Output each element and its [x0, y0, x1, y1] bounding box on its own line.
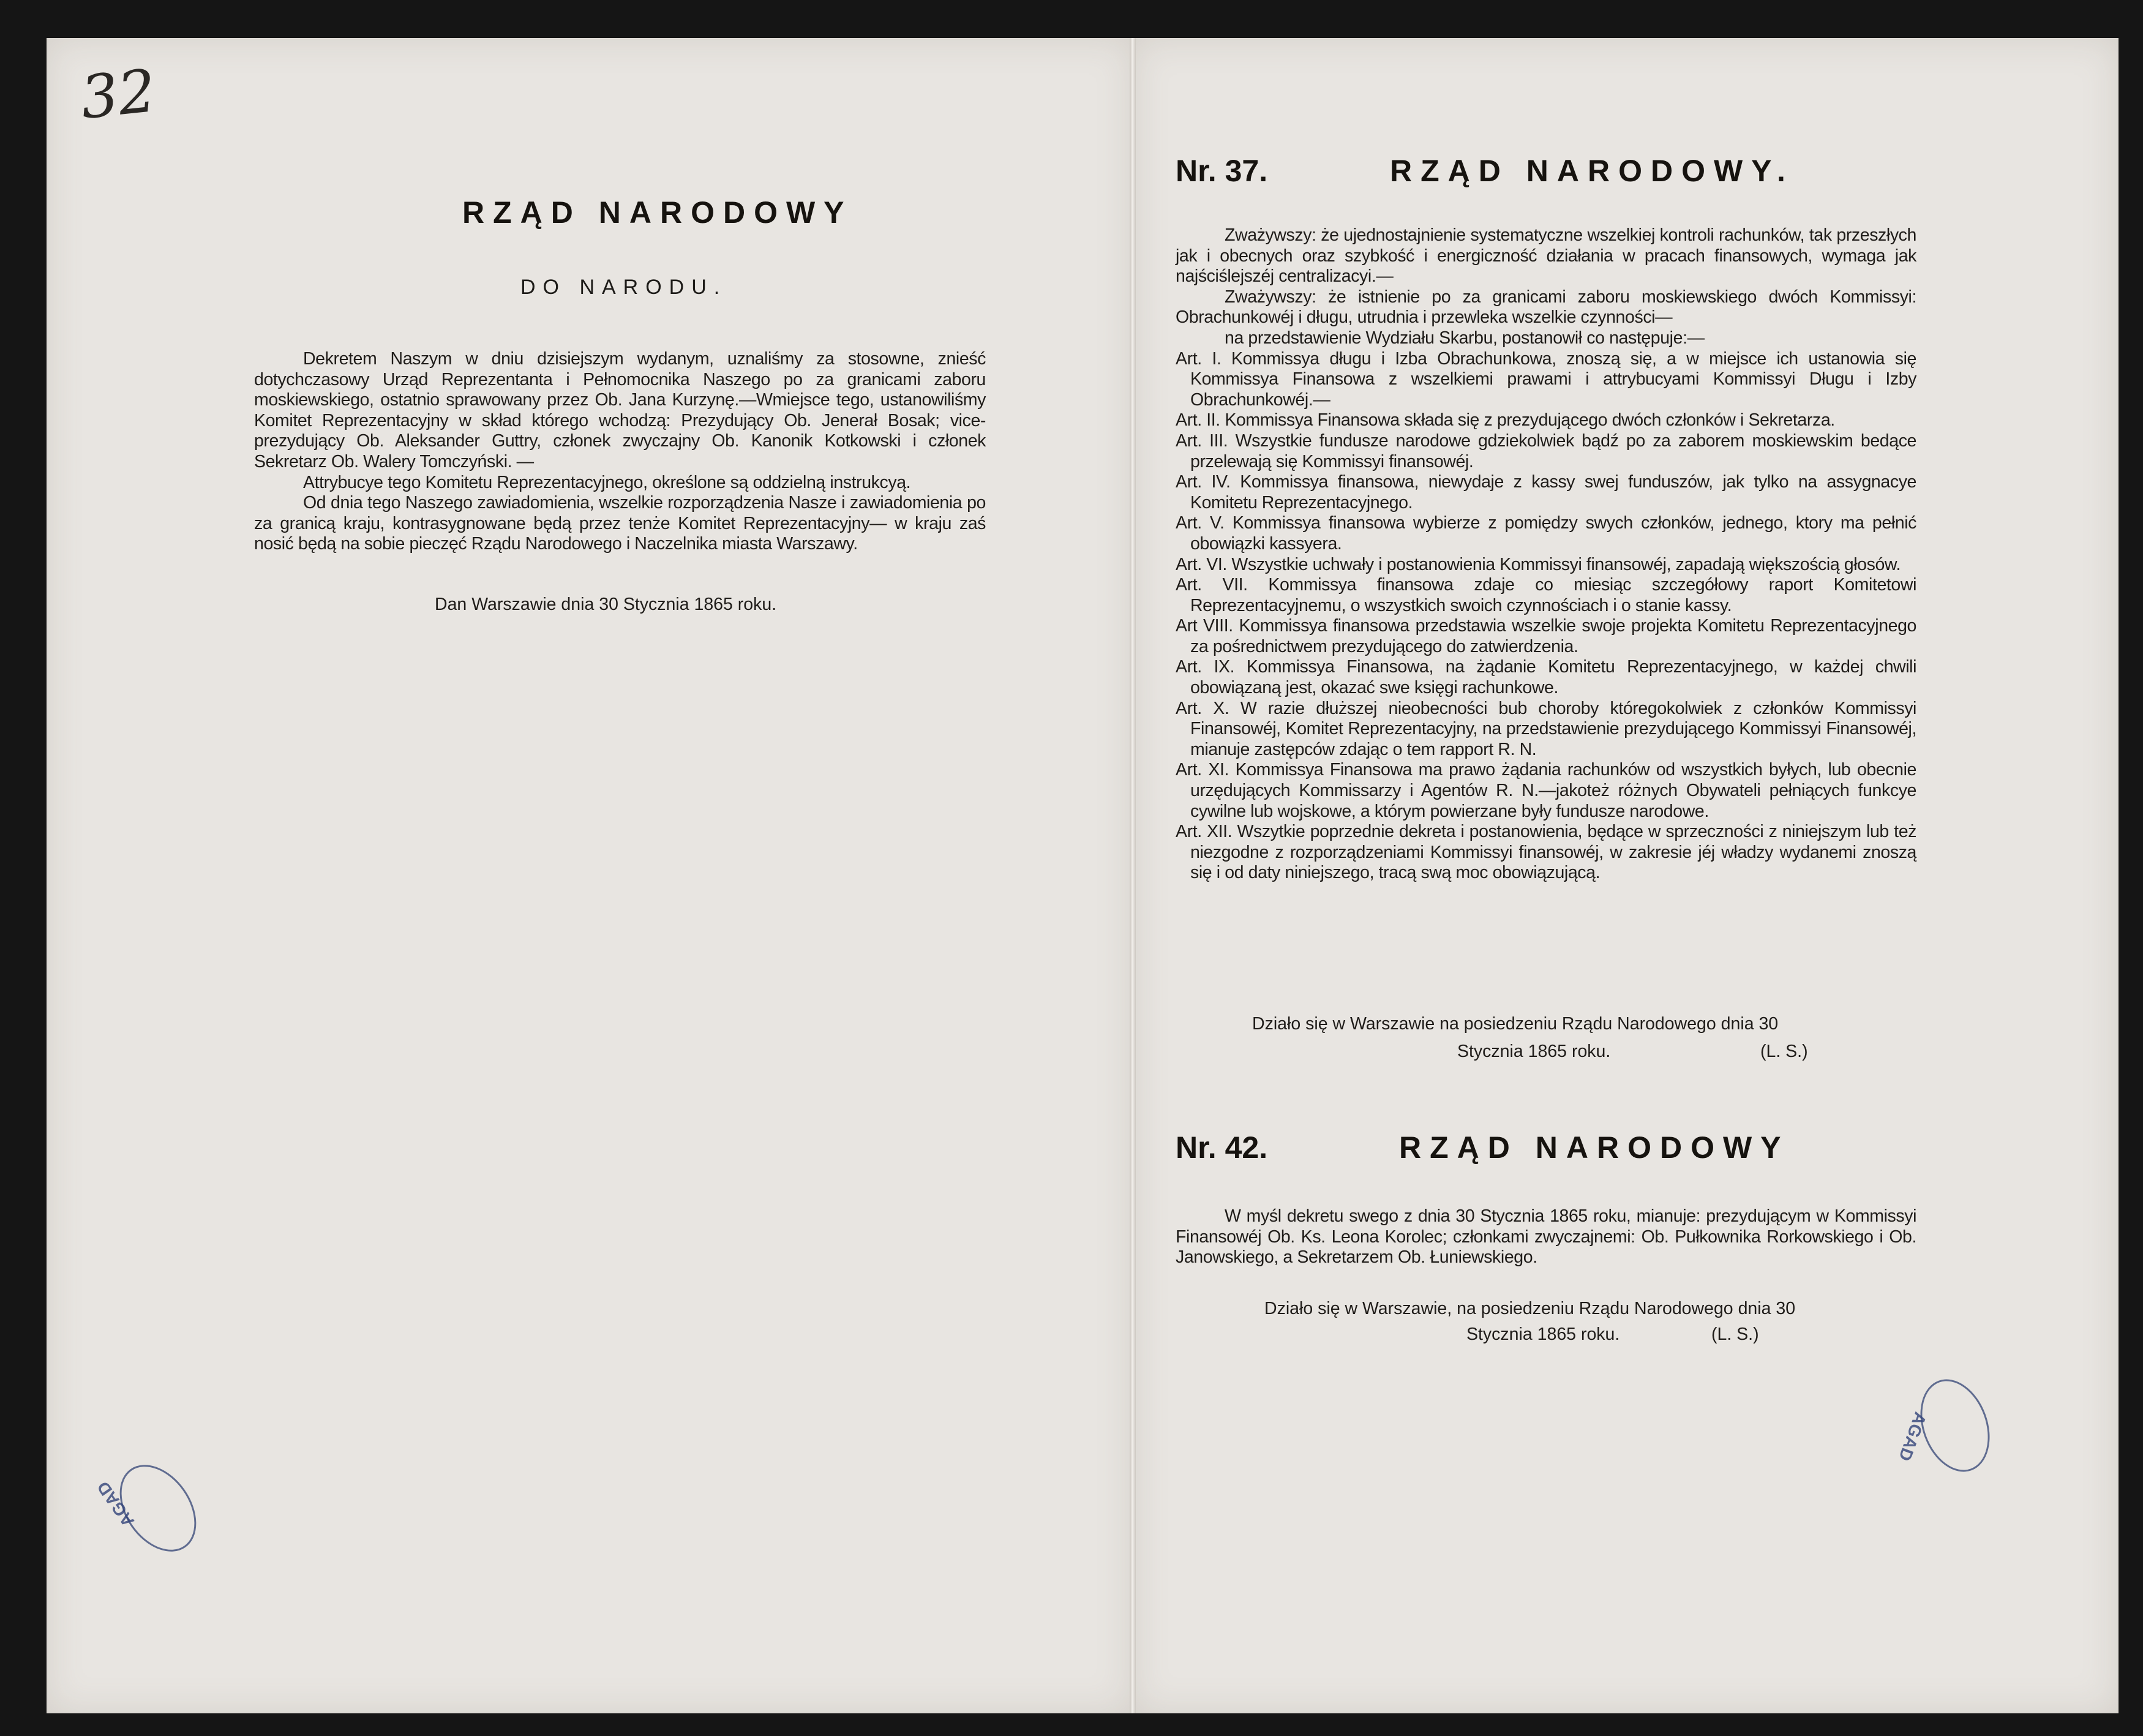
left-date-line: Dan Warszawie dnia 30 Stycznia 1865 roku. [435, 595, 777, 614]
decree37-article: Art. III. Wszystkie fundusze narodowe gdziekolwiek bądź po za zaborem moskiewskim bedące przelewają się Kommissyi finansowéj. [1176, 430, 1916, 472]
decree42-title: RZĄD NARODOWY [1399, 1130, 1790, 1165]
decree37-article: Art VIII. Kommissya finansowa przedstawia wszelkie swoje projekta Komitetu Reprezentacyjnego za pośrednictwem prezydującego do zatwierdzenia. [1176, 616, 1916, 656]
decree42-seal: (L. S.) [1711, 1325, 1759, 1344]
archive-stamp-left-text: AGAD [93, 1478, 138, 1530]
decree37-article: Art. IX. Kommissya Finansowa, na żądanie Komitetu Reprezentacyjnego, w każdej chwili obowiązaną jest, okazać swe księgi rachunkowe. [1176, 657, 1916, 698]
left-body [254, 349, 986, 555]
decree42-sign-date: Stycznia 1865 roku. [1466, 1325, 1620, 1344]
decree42-number: Nr. 42. [1176, 1130, 1268, 1165]
decree37-title: RZĄD NARODOWY. [1390, 154, 1794, 188]
decree37-article: Art. IV. Kommissya finansowa, niewydaje z kassy swej funduszów, jak tylko na assygnacye Komitetu Reprezentacyjnego. [1176, 472, 1916, 513]
decree37-preamble: Zważywszy: że ujednostajnienie systematyczne wszelkiej kontroli rachunków, tak przeszłych jak i obecnych oraz szybkość i energiczność działania w pracach finansowych, wymaga jak najściślejszéj centralizacyi.— [1176, 225, 1916, 287]
decree37-preamble: na przedstawienie Wydziału Skarbu, postanowił co następuje:— [1225, 328, 1705, 348]
decree37-preamble: Zważywszy: że istnienie po za granicami zaboru moskiewskiego dwóch Kommissyi: Obrachunkowéj i długu, utrudnia i przewleka wszelkie czynności— [1176, 287, 1916, 328]
decree37-article: Art. XI. Kommissya Finansowa ma prawo żądania rachunków od wszystkich byłych, lub obecnie urzędujących Kommissarzy i Agentów R. N.—jakoteż różnych Obywateli pełniących funkcye cywilne lub wojskowe, a którym powierzane były fundusze narodowe. [1176, 760, 1916, 821]
left-paragraph: Attrybucye tego Komitetu Reprezentacyjnego, określone są oddzielną instrukcyą. [303, 472, 911, 492]
decree42-text: W myśl dekretu swego z dnia 30 Stycznia 1865 roku, mianuje: prezydującym w Kommissyi Finansowéj Ob. Ks. Leona Korolec; członkami zwyczajnemi: Ob. Pułkownika Rorkowskiego i Ob. Janowskiego, a Sekretarzem Ob. Łuniewskiego. [1176, 1206, 1916, 1268]
decree37-article: Art. XII. Wszytkie poprzednie dekreta i postanowienia, będące w sprzeczności z niniejszym lub też niezgodne z rozporządzeniami Kommissyi finansowéj, w zakresie jéj władzy wydanemi znoszą się i od daty niniejszego, tracą swą moc obowiązującą. [1176, 822, 1916, 883]
decree37-sign-date: Stycznia 1865 roku. [1457, 1042, 1611, 1061]
left-paragraph: Dekretem Naszym w dniu dzisiejszym wydanym, uznaliśmy za stosowne, znieść dotychczasowy Urząd Reprezentanta i Pełnomocnika Naszego po za granicami zaboru moskiewskiego, ostatnio sprawowany przez Ob. Jana Kurzynę.—Wmiejsce tego, ustanowiliśmy Komitet Reprezentacyjny w skład którego wchodzą: Prezydujący Ob. Jenerał Bosak; vice-prezydujący Ob. Aleksander Guttry, członek zwyczajny Ob. Kanonik Kotkowski i członek Sekretarz Ob. Walery Tomczyński. — [254, 349, 986, 472]
decree37-article: Art. II. Kommissya Finansowa składa się z prezydującego dwóch członków i Sekretarza. [1176, 410, 1835, 430]
decree37-body [1176, 225, 1916, 884]
decree37-number: Nr. 37. [1176, 154, 1268, 188]
left-subtitle: DO NARODU. [520, 276, 727, 299]
left-paragraph: Od dnia tego Naszego zawiadomienia, wszelkie rozporządzenia Nasze i zawiadomienia po za granicą kraju, kontrasygnowane będą przez tenże Komitet Reprezentacyjny— w kraju zaś nosić będą na sobie pieczęć Rządu Narodowego i Naczelnika miasta Warszawy. [254, 493, 986, 554]
decree42-body [1176, 1206, 1916, 1268]
left-title: RZĄD NARODOWY [462, 195, 853, 230]
decree37-article: Art. V. Kommissya finansowa wybierze z pomiędzy swych członków, jednego, ktory ma pełnić obowiązki kassyera. [1176, 513, 1916, 554]
decree37-article: Art. VI. Wszystkie uchwały i postanowienia Kommissyi finansowéj, zapadają większością głosów. [1176, 554, 1901, 574]
page-fold [1130, 38, 1136, 1713]
decree37-sign-line: Działo się w Warszawie na posiedzeniu Rządu Narodowego dnia 30 [1252, 1014, 1779, 1034]
decree37-article: Art. X. W razie dłuższej nieobecności bub choroby któregokolwiek z członków Kommissyi Finansowéj, Komitet Reprezentacyjny, na przedstawienie prezydującego Kommissyi Finansowéj, mianuje zastępców zdając o tem rapport R. N. [1176, 698, 1916, 759]
decree37-seal: (L. S.) [1760, 1042, 1808, 1061]
decree42-sign-line: Działo się w Warszawie, na posiedzeniu Rządu Narodowego dnia 30 [1264, 1299, 1796, 1318]
decree37-article: Art. I. Kommissya długu i Izba Obrachunkowa, znoszą się, a w miejsce ich ustanowia się Kommissya Finansowa z wszelkiemi prawami i attrybucyami Kommissyi Długu i Izby Obrachunkowéj.— [1176, 348, 1916, 410]
archive-stamp-right-text: AGAD [1895, 1410, 1931, 1464]
handwritten-page-number: 32 [77, 56, 159, 133]
decree37-article: Art. VII. Kommissya finansowa zdaje co miesiąc szczegółowy raport Komitetowi Reprezentacyjnemu, o wszystkich swoich czynnościach i o stanie kassy. [1176, 575, 1916, 615]
